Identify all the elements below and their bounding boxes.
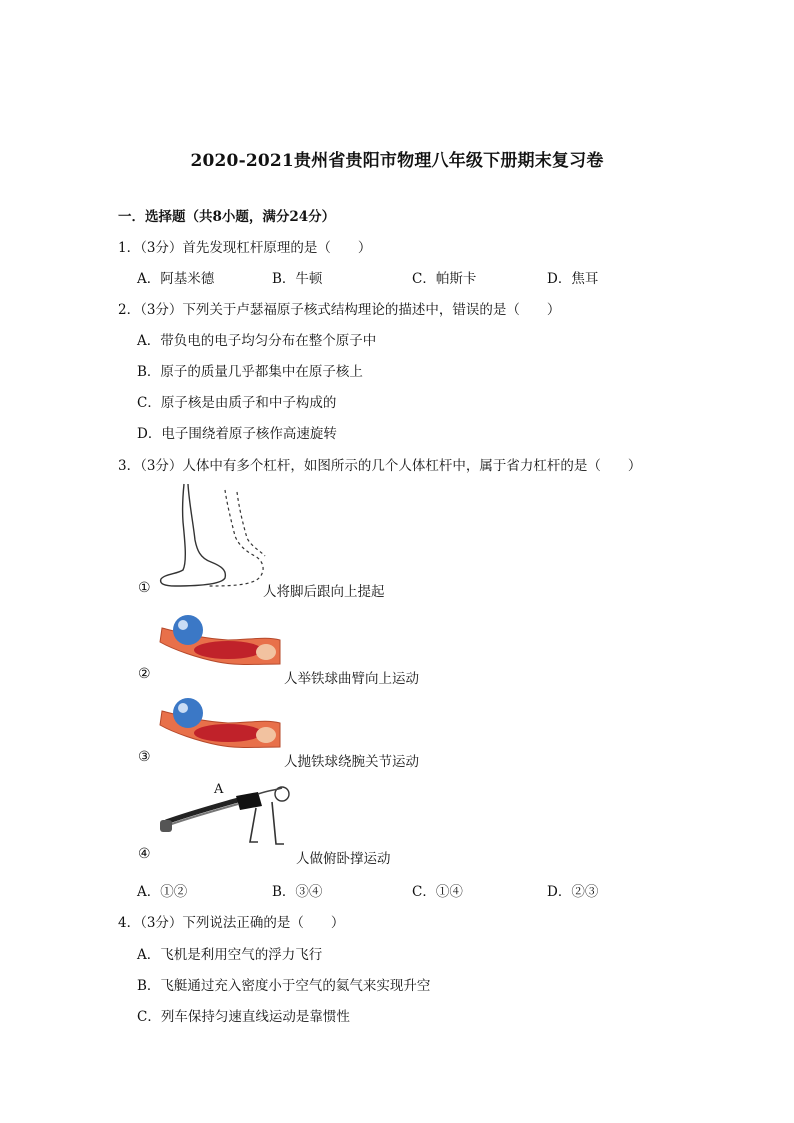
- q3-option-b: B．③④: [272, 884, 323, 900]
- question-2-stem: 2．（3分）下列关于卢瑟福原子核式结构理论的描述中，错误的是（ ）: [118, 302, 561, 318]
- q1-option-c: C．帕斯卡: [412, 271, 477, 287]
- q3-option-d: D．②③: [547, 884, 599, 900]
- figure-4-number: ④: [138, 846, 151, 862]
- figure-4-caption: 人做俯卧撑运动: [296, 851, 391, 867]
- figure-4-point-label: A: [214, 782, 224, 797]
- figure-3-caption: 人抛铁球绕腕关节运动: [284, 754, 419, 770]
- q4-option-c: C．列车保持匀速直线运动是靠惯性: [137, 1009, 350, 1025]
- q1-option-b: B．牛顿: [272, 271, 323, 287]
- question-4-stem: 4．（3分）下列说法正确的是（ ）: [118, 915, 345, 931]
- arm-ball-figure-2: [158, 612, 282, 670]
- question-1-stem: 1．（3分）首先发现杠杆原理的是（ ）: [118, 240, 372, 256]
- figure-2-number: ②: [138, 666, 151, 682]
- figure-1-number: ①: [138, 580, 151, 596]
- section-heading: 一．选择题（共8小题，满分24分）: [118, 209, 336, 225]
- question-3-stem: 3．（3分）人体中有多个杠杆，如图所示的几个人体杠杆中，属于省力杠杆的是（ ）: [118, 458, 642, 474]
- figure-1-caption: 人将脚后跟向上提起: [263, 584, 385, 600]
- q3-option-a: A．①②: [137, 884, 188, 900]
- q2-option-c: C．原子核是由质子和中子构成的: [137, 395, 337, 411]
- figure-3-number: ③: [138, 749, 151, 765]
- page-title: 2020-2021贵州省贵阳市物理八年级下册期末复习卷: [190, 151, 604, 171]
- q1-option-a: A．阿基米德: [137, 271, 215, 287]
- q4-option-b: B．飞艇通过充入密度小于空气的氦气来实现升空: [137, 978, 431, 994]
- q2-option-d: D．电子围绕着原子核作高速旋转: [137, 426, 337, 442]
- figure-2-caption: 人举铁球曲臂向上运动: [284, 671, 419, 687]
- q1-option-d: D．焦耳: [547, 271, 599, 287]
- pushup-figure: [158, 778, 298, 858]
- q3-option-c: C．①④: [412, 884, 463, 900]
- q4-option-a: A．飞机是利用空气的浮力飞行: [137, 947, 323, 963]
- arm-ball-figure-3: [158, 695, 282, 753]
- q2-option-b: B．原子的质量几乎都集中在原子核上: [137, 364, 363, 380]
- q2-option-a: A．带负电的电子均匀分布在整个原子中: [137, 333, 377, 349]
- foot-figure: [155, 482, 275, 592]
